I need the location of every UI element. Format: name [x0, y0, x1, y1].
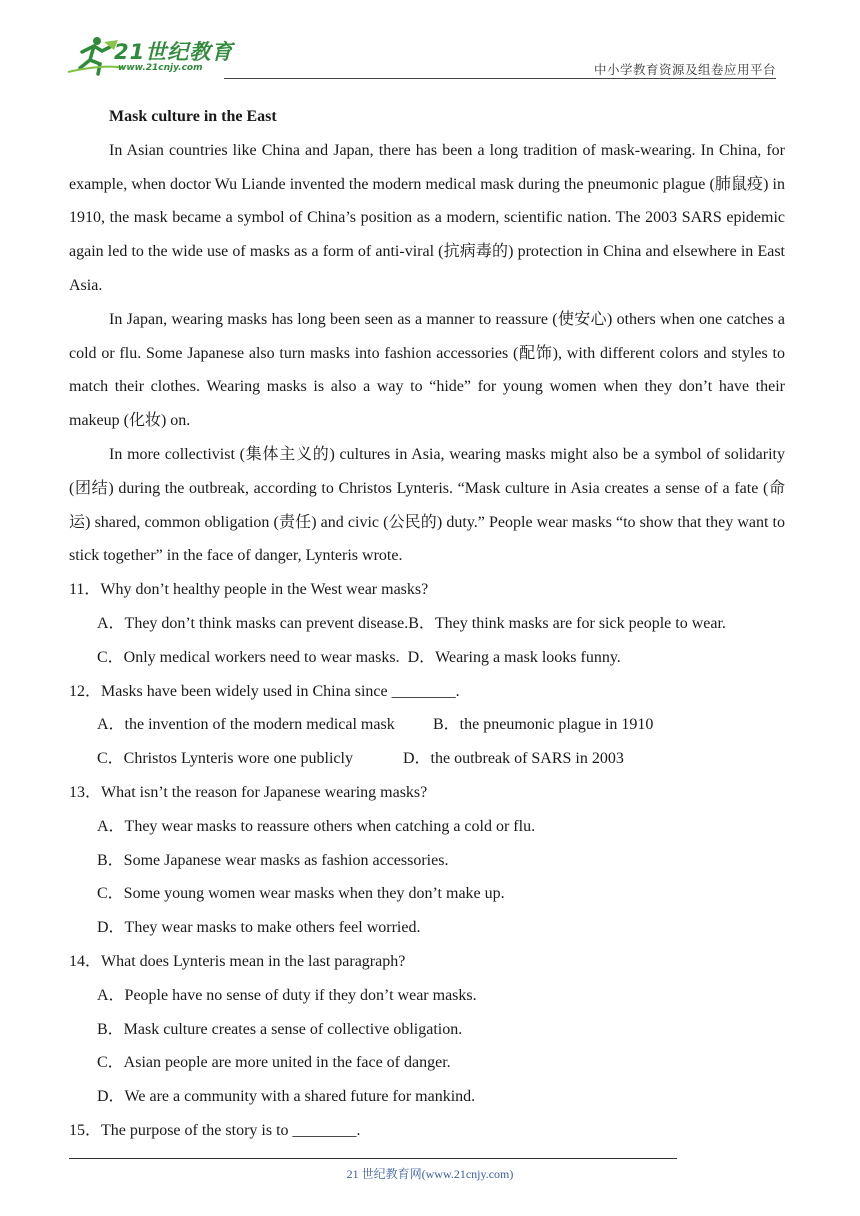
question-12-options-cd — [69, 742, 785, 776]
q12-option-d: D．the outbreak of SARS in 2003 — [403, 750, 624, 768]
question-15: 15．The purpose of the story is to ________. — [69, 1121, 361, 1139]
logo-url: www.21cnjy.com — [118, 63, 203, 73]
q12-option-a: A．the invention of the modern medical mask — [97, 716, 395, 734]
document-body — [69, 100, 785, 1148]
q14-option-a: A．People have no sense of duty if they don’t wear masks. — [97, 986, 477, 1004]
q14-option-c: C．Asian people are more united in the face of danger. — [97, 1054, 451, 1072]
question-12: 12．Masks have been widely used in China since ________. — [69, 682, 460, 700]
question-12-options-ab — [69, 708, 785, 742]
article-paragraph-3: In more collectivist (集体主义的) cultures in Asia, wearing masks might also be a symbol of solidarity (团结) during the outbreak, according to Christos Lynteris. “Mask culture in Asia creates a sense of a fate (命运) shared, common obligation (责任) and civic (公民的) duty.” People wear masks “to show that they want to stick together” in the face of danger, Lynteris wrote. — [69, 445, 785, 565]
q13-option-a: A．They wear masks to reassure others when catching a cold or flu. — [97, 817, 536, 835]
q13-option-c: C．Some young women wear masks when they don’t make up. — [97, 885, 505, 903]
q13-option-b: B．Some Japanese wear masks as fashion accessories. — [97, 851, 449, 869]
q13-option-d: D．They wear masks to make others feel worried. — [97, 919, 421, 937]
article-paragraph-1: In Asian countries like China and Japan, there has been a long tradition of mask-wearing. In China, for example, when doctor Wu Liande invented the modern medical mask during the pneumonic plague (肺鼠疫) in 1910, the mask became a symbol of China’s position as a modern, scientific nation. The 2003 SARS epidemic again led to the wide use of masks as a form of anti-viral (抗病毒的) protection in China and elsewhere in East Asia. — [69, 141, 785, 294]
logo-text: 21世纪教育 — [114, 40, 234, 64]
q14-option-d: D．We are a community with a shared future for mankind. — [97, 1088, 476, 1106]
platform-name: 中小学教育资源及组卷应用平台 — [593, 62, 776, 77]
question-13: 13．What isn’t the reason for Japanese wearing masks? — [69, 783, 428, 801]
article-paragraph-2: In Japan, wearing masks has long been seen as a manner to reassure (使安心) others when one catches a cold or flu. Some Japanese also turn masks into fashion accessories (配饰), with different colors and styles to match their clothes. Wearing masks is also a way to “hide” for young women when they don’t have their makeup (化妆) on. — [69, 310, 785, 430]
header-divider — [224, 78, 776, 79]
question-11-options-cd — [69, 641, 785, 675]
page-header — [64, 30, 776, 80]
q11-option-c: C．Only medical workers need to wear masks. — [97, 648, 400, 666]
question-11-options-ab — [69, 607, 785, 641]
page-footer: 21 世纪教育网(www.21cnjy.com) — [346, 1167, 514, 1181]
q11-option-b: B．They think masks are for sick people to wear. — [408, 614, 726, 632]
q11-option-d: D．Wearing a mask looks funny. — [407, 648, 621, 666]
question-14: 14．What does Lynteris mean in the last paragraph? — [69, 952, 406, 970]
q12-option-b: B．the pneumonic plague in 1910 — [433, 716, 654, 734]
footer-divider — [69, 1158, 677, 1159]
q11-option-a: A．They don’t think masks can prevent disease. — [97, 614, 409, 632]
article-title: Mask culture in the East — [109, 108, 277, 125]
q12-option-c: C．Christos Lynteris wore one publicly — [97, 750, 353, 768]
q14-option-b: B．Mask culture creates a sense of collective obligation. — [97, 1020, 463, 1038]
question-11: 11．Why don’t healthy people in the West wear masks? — [69, 581, 429, 599]
site-logo — [64, 34, 234, 78]
